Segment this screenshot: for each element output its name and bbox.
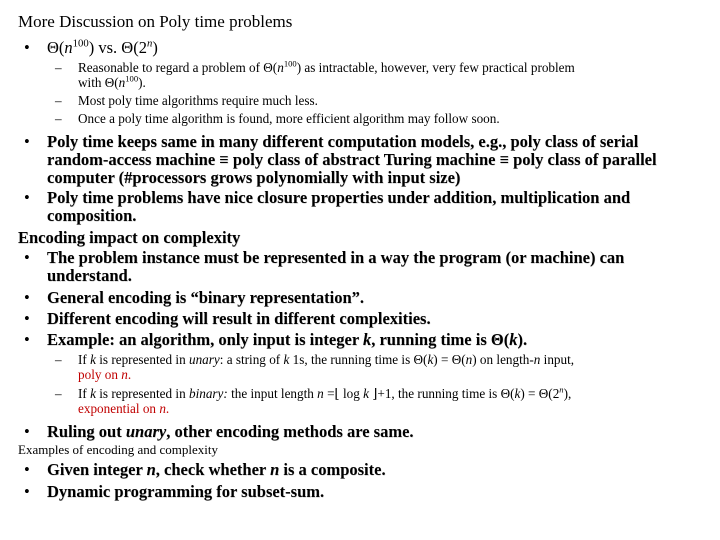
bullet: • — [24, 248, 30, 267]
bullet: • — [24, 132, 30, 151]
bullet: • — [24, 422, 30, 441]
dash: – — [55, 60, 62, 75]
sub-text: Most poly time algorithms require much less. — [78, 93, 318, 108]
dash: – — [55, 352, 62, 367]
bullet: • — [24, 188, 30, 207]
dash: – — [55, 386, 62, 401]
section-heading: Encoding impact on complexity — [18, 228, 241, 247]
sub-text: with $\Theta(n^{100})$. — [78, 73, 146, 90]
sub-text: If k is represented in binary: the input length n =⌊ log k ⌋+1, the running time is $\Theta(k) = \Theta(2^n)$, — [78, 384, 572, 401]
bullet-text: computer (#processors grows polynomially with input size) — [47, 168, 461, 187]
section-caption: Examples of encoding and complexity — [18, 442, 219, 457]
bullet: • — [24, 482, 30, 501]
bullet: • — [24, 460, 30, 479]
sub-text-highlight: poly on n. — [78, 367, 132, 382]
bullet-text: composition. — [47, 206, 137, 225]
bullet-text: Given integer n, check whether n is a composite. — [47, 460, 386, 479]
bullet-text: General encoding is “binary representation”. — [47, 288, 365, 307]
sub-text: Once a poly time algorithm is found, more efficient algorithm may follow soon. — [78, 111, 500, 126]
bullet-text: Ruling out unary, other encoding methods are same. — [47, 422, 414, 441]
bullet-text: The problem instance must be represented in a way the program (or machine) can — [47, 248, 625, 267]
bullet: • — [24, 309, 30, 328]
bullet-text: Different encoding will result in different complexities. — [47, 309, 431, 328]
bullet-text: Dynamic programming for subset-sum. — [47, 482, 325, 501]
sub-text: If k is represented in unary: a string of k 1s, the running time is Θ(k) = Θ(n) on length-n input, — [78, 352, 575, 367]
bullet-text: Example: an algorithm, only input is integer k, running time is Θ(k). — [47, 330, 528, 349]
bullet-text: understand. — [47, 266, 132, 285]
sub-text: Reasonable to regard a problem of $\Theta(n^{100})$ as intractable, however, very few practical problem — [78, 58, 575, 75]
bullet: • — [24, 330, 30, 349]
bullet-text: Poly time keeps same in many different computation models, e.g., poly class of serial — [47, 132, 639, 151]
dash: – — [55, 93, 62, 108]
bullet-text: $\Theta(n^{100})$ vs. Θ(2$^n$) — [47, 37, 158, 57]
slide-title: More Discussion on Poly time problems — [18, 12, 293, 31]
dash: – — [55, 111, 62, 126]
bullet: • — [24, 38, 30, 57]
sub-text-highlight: exponential on n. — [78, 401, 170, 416]
bullet-text: random-access machine ≡ poly class of abstract Turing machine ≡ poly class of parallel — [47, 150, 657, 169]
bullet-text: Poly time problems have nice closure properties under addition, multiplication and — [47, 188, 631, 207]
bullet: • — [24, 288, 30, 307]
